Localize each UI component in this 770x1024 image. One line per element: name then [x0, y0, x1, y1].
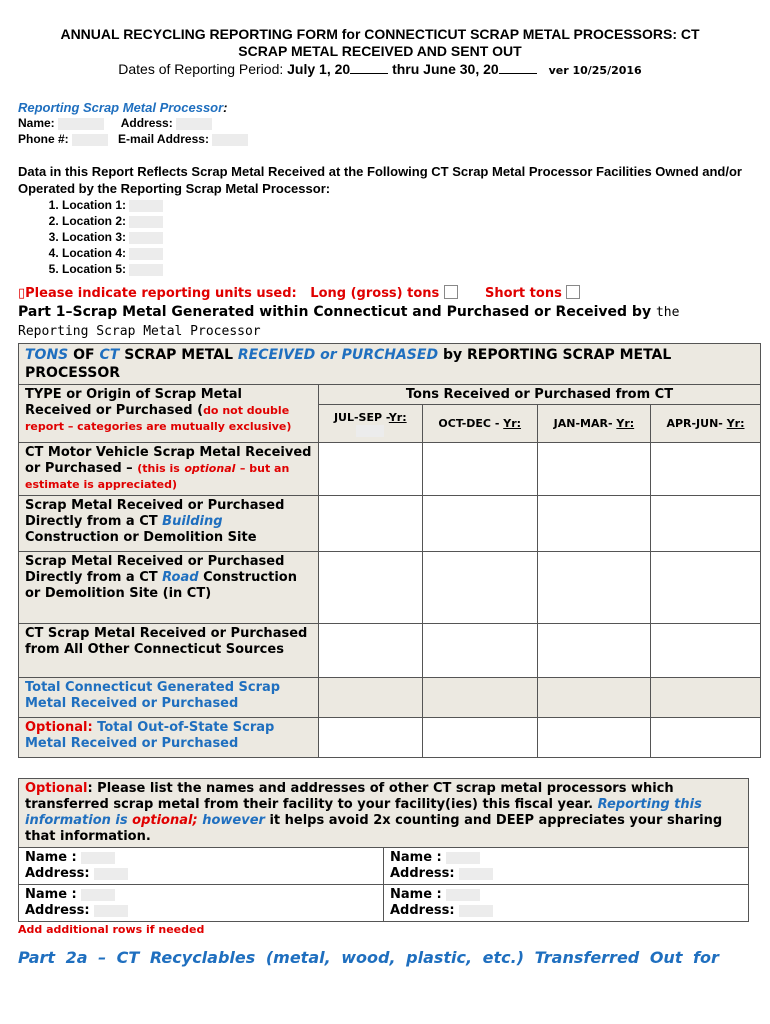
short-tons-checkbox[interactable] [566, 285, 580, 299]
data-cell[interactable] [537, 624, 650, 678]
quarter-header-jan-mar: JAN-MAR- Yr: [537, 405, 650, 443]
data-cell[interactable] [650, 624, 760, 678]
data-cell[interactable] [422, 678, 537, 718]
other-processors-table [18, 778, 749, 922]
location-item: 3. Location 3: [62, 229, 742, 245]
processor-entry: Name : Address: [384, 848, 749, 885]
address-field[interactable] [459, 905, 493, 917]
data-cell[interactable] [319, 496, 423, 552]
row-label-other-ct: CT Scrap Metal Received or Purchased from All Other Connecticut Sources [19, 624, 319, 678]
data-cell[interactable] [422, 718, 537, 758]
version-label: ver 10/25/2016 [548, 64, 642, 77]
location-field[interactable] [129, 264, 163, 276]
data-cell[interactable] [319, 678, 423, 718]
name-field[interactable] [81, 852, 115, 864]
table-row [19, 848, 749, 885]
row-label-out-of-state: Optional: Total Out-of-State Scrap Metal Received or Purchased [19, 718, 319, 758]
row-label-building: Scrap Metal Received or Purchased Directly from a CT Building Construction or Demolition Site [19, 496, 319, 552]
data-cell[interactable] [537, 552, 650, 624]
data-cell[interactable] [319, 624, 423, 678]
data-cell[interactable] [650, 552, 760, 624]
additional-rows-note: Add additional rows if needed [18, 923, 205, 936]
part1-heading: Part 1–Scrap Metal Generated within Connecticut and Purchased or Received by the Reporting Scrap Metal Processor [18, 304, 680, 339]
address-field[interactable] [94, 868, 128, 880]
quarter-header-oct-dec: OCT-DEC - Yr: [422, 405, 537, 443]
table-row [19, 443, 761, 496]
optional-processors-intro: Optional: Please list the names and addresses of other CT scrap metal processors which transferred scrap metal from their facility to your facility(ies) this fiscal year. Reporting this information is optional; however it helps avoid 2x counting and DEEP appreciates your sharing that information. [19, 779, 749, 848]
data-cell[interactable] [650, 718, 760, 758]
location-field[interactable] [129, 200, 163, 212]
row-label-total-ct: Total Connecticut Generated Scrap Metal Received or Purchased [19, 678, 319, 718]
processor-entry: Name : Address: [19, 885, 384, 922]
row-label-motor-vehicle: CT Motor Vehicle Scrap Metal Received or Purchased – (this is optional – but an estimate is appreciated) [19, 443, 319, 496]
table1-title: TONS OF CT SCRAP METAL RECEIVED or PURCHASED by REPORTING SCRAP METAL PROCESSOR [19, 344, 761, 385]
data-cell[interactable] [537, 496, 650, 552]
long-tons-checkbox[interactable] [444, 285, 458, 299]
address-field[interactable] [176, 118, 212, 130]
quarter-header-jul-sep: JUL-SEP -Yr: [319, 405, 423, 443]
table-row [19, 496, 761, 552]
processor-name-row: Name: Address: [18, 115, 742, 131]
data-cell[interactable] [319, 443, 423, 496]
processor-entry: Name : Address: [384, 885, 749, 922]
table-row [19, 718, 761, 758]
table-row [19, 678, 761, 718]
location-item: 1. Location 1: [62, 197, 742, 213]
data-cell[interactable] [650, 678, 760, 718]
phone-field[interactable] [72, 134, 108, 146]
start-year-blank[interactable] [350, 62, 388, 74]
table-row [19, 552, 761, 624]
address-field[interactable] [94, 905, 128, 917]
location-item: 5. Location 5: [62, 261, 742, 277]
name-field[interactable] [58, 118, 104, 130]
data-cell[interactable] [422, 552, 537, 624]
processor-entry: Name : Address: [19, 848, 384, 885]
units-row: ▯Please indicate reporting units used: Long (gross) tons Short tons [18, 285, 742, 303]
data-cell[interactable] [537, 718, 650, 758]
data-cell[interactable] [650, 443, 760, 496]
location-field[interactable] [129, 248, 163, 260]
location-field[interactable] [129, 216, 163, 228]
form-title: ANNUAL RECYCLING REPORTING FORM for CONNECTICUT SCRAP METAL PROCESSORS: CT SCRAP METAL RECEIVED AND SENT OUT [60, 26, 700, 59]
data-cell[interactable] [537, 443, 650, 496]
part2a-heading: Part 2a – CT Recyclables (metal, wood, plastic, etc.) Transferred Out for [18, 948, 719, 967]
processor-contact-row: Phone #: E-mail Address: [18, 131, 742, 147]
data-cell[interactable] [650, 496, 760, 552]
tons-from-ct-header: Tons Received or Purchased from CT [319, 385, 761, 405]
data-cell[interactable] [422, 496, 537, 552]
email-field[interactable] [212, 134, 248, 146]
quarter-header-apr-jun: APR-JUN- Yr: [650, 405, 760, 443]
address-field[interactable] [459, 868, 493, 880]
data-cell[interactable] [319, 718, 423, 758]
type-origin-header: TYPE or Origin of Scrap Metal Received or Purchased (do not double report – categories are mutually exclusive) [19, 385, 319, 443]
name-field[interactable] [81, 889, 115, 901]
end-year-blank[interactable] [499, 62, 537, 74]
location-item: 4. Location 4: [62, 245, 742, 261]
row-label-road: Scrap Metal Received or Purchased Directly from a CT Road Construction or Demolition Site (in CT) [19, 552, 319, 624]
name-field[interactable] [446, 889, 480, 901]
data-cell[interactable] [537, 678, 650, 718]
location-item: 2. Location 2: [62, 213, 742, 229]
form-page [18, 26, 745, 967]
reporting-period: Dates of Reporting Period: July 1, 20 thru June 30, 20 ver 10/25/2016 [118, 61, 642, 77]
location-field[interactable] [129, 232, 163, 244]
data-cell[interactable] [422, 624, 537, 678]
name-field[interactable] [446, 852, 480, 864]
table-row [19, 624, 761, 678]
data-cell[interactable] [422, 443, 537, 496]
data-cell[interactable] [319, 552, 423, 624]
facilities-intro: Data in this Report Reflects Scrap Metal Received at the Following CT Scrap Metal Processor Facilities Owned and/or Operated by the Reporting Scrap Metal Processor: [18, 164, 742, 196]
processor-heading: Reporting Scrap Metal Processor: [18, 100, 228, 115]
scrap-received-table [18, 343, 761, 758]
location-list [18, 197, 742, 277]
table-row [19, 885, 749, 922]
